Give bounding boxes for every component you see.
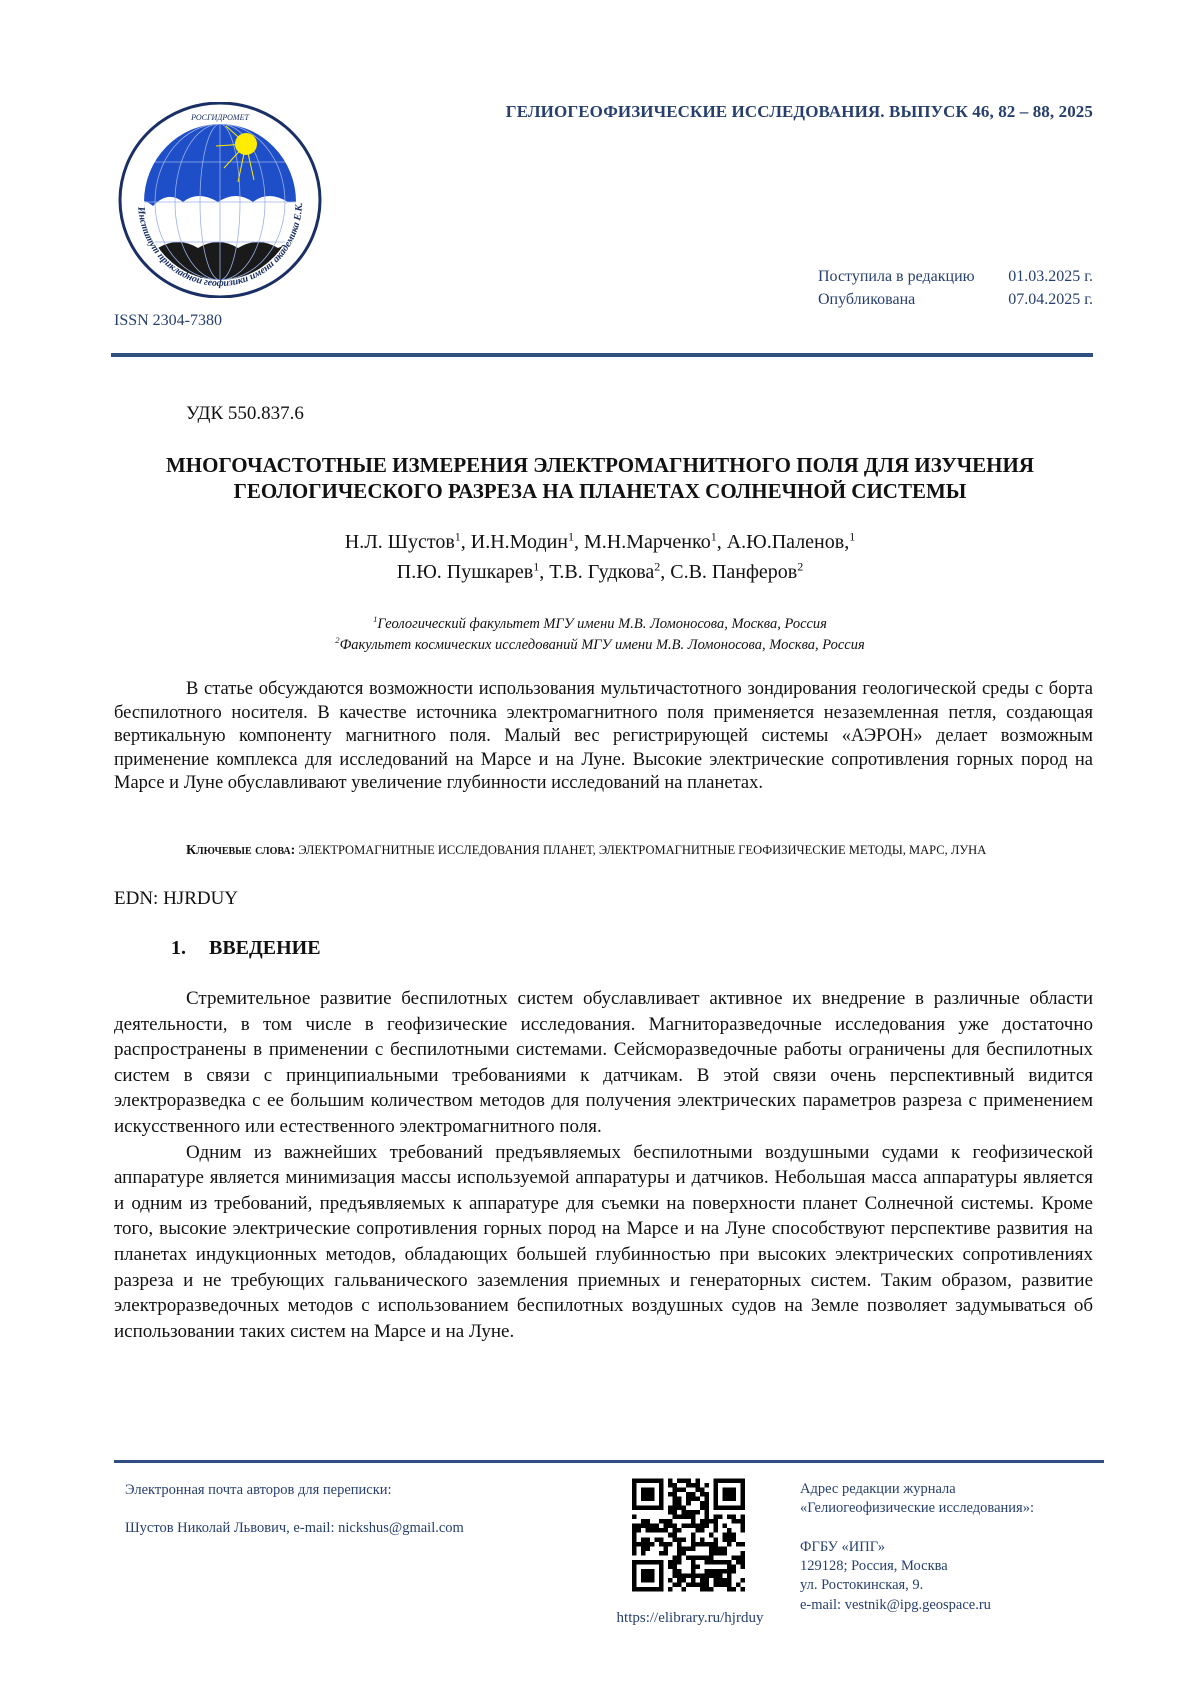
affiliations [0, 614, 1200, 656]
section-heading [171, 937, 321, 960]
affiliation-number: 1 [373, 614, 377, 624]
institute-logo [118, 102, 322, 298]
published-label: Опубликована [818, 288, 915, 311]
svg-text:РОСГИДРОМЕТ: РОСГИДРОМЕТ [190, 113, 249, 122]
keywords-label: Ключевые слова: [186, 843, 295, 858]
author-name: М.Н.Марченко [584, 531, 711, 553]
affiliation-text: Факультет космических исследований МГУ имени М.В. Ломоносова, Москва, Россия [340, 637, 865, 653]
address-line: 129128; Россия, Москва [800, 1557, 1034, 1576]
body-text [114, 986, 1093, 1344]
udk: УДК 550.837.6 [186, 403, 304, 425]
section-title: ВВЕДЕНИЕ [209, 937, 321, 959]
received-date: 01.03.2025 г. [1008, 265, 1093, 288]
author-name: Н.Л. Шустов [345, 531, 455, 553]
header-divider [111, 353, 1093, 357]
author-line: Н.Л. Шустов1, И.Н.Модин1, М.Н.Марченко1, А.Ю.Паленов,1 [0, 527, 1200, 557]
title-line: МНОГОЧАСТОТНЫЕ ИЗМЕРЕНИЯ ЭЛЕКТРОМАГНИТНОГО ПОЛЯ ДЛЯ ИЗУЧЕНИЯ [0, 452, 1200, 478]
address-line: ФГБУ «ИПГ» [800, 1538, 1034, 1557]
address-line [800, 1519, 1034, 1538]
author-name: С.В. Панферов [670, 561, 797, 583]
affiliation [0, 614, 1200, 635]
keywords [186, 843, 986, 859]
author-list [0, 527, 1200, 587]
affiliation-mark: 2 [797, 559, 803, 573]
author-line: П.Ю. Пушкарев1, Т.В. Гудкова2, С.В. Панферов2 [0, 557, 1200, 587]
editorial-address [800, 1480, 1034, 1615]
author-name: П.Ю. Пушкарев [397, 561, 533, 583]
address-line: «Гелиогеофизические исследования»: [800, 1499, 1034, 1518]
address-line: ул. Ростокинская, 9. [800, 1576, 1034, 1595]
qr-code[interactable] [632, 1478, 745, 1592]
keywords-text: ЭЛЕКТРОМАГНИТНЫЕ ИССЛЕДОВАНИЯ ПЛАНЕТ, ЭЛЕКТРОМАГНИТНЫЕ ГЕОФИЗИЧЕСКИЕ МЕТОДЫ, МАРС, ЛУНА [298, 843, 986, 857]
author-name: Т.В. Гудкова [549, 561, 654, 583]
issn: ISSN 2304-7380 [114, 312, 222, 330]
received-label: Поступила в редакцию [818, 265, 975, 288]
affiliation-mark: 1 [711, 529, 717, 543]
affiliation-number: 2 [335, 635, 339, 645]
article-title [0, 452, 1200, 504]
address-line: e-mail: vestnik@ipg.geospace.ru [800, 1596, 1034, 1615]
affiliation-mark: 1 [568, 529, 574, 543]
contact-info [125, 1480, 464, 1538]
author-name: А.Ю.Паленов, [727, 531, 850, 553]
affiliation-mark: 1 [533, 559, 539, 573]
contact-label: Электронная почта авторов для переписки: [125, 1480, 464, 1500]
journal-header: ГЕЛИОГЕОФИЗИЧЕСКИЕ ИССЛЕДОВАНИЯ. ВЫПУСК 46, 82 – 88, 2025 [506, 102, 1093, 122]
svg-text:Институт прикладной геофизики: Институт прикладной геофизики имени академика Е.К. [118, 102, 305, 289]
author-name: И.Н.Модин [471, 531, 568, 553]
qr-url-link[interactable]: https://elibrary.ru/hjrduy [610, 1610, 770, 1627]
published-date: 07.04.2025 г. [1008, 288, 1093, 311]
affiliation-text: Геологический факультет МГУ имени М.В. Ломоносова, Москва, Россия [377, 616, 827, 632]
footer-divider [114, 1460, 1104, 1463]
title-line: ГЕОЛОГИЧЕСКОГО РАЗРЕЗА НА ПЛАНЕТАХ СОЛНЕЧНОЙ СИСТЕМЫ [0, 478, 1200, 504]
paragraph: Стремительное развитие беспилотных систем обуславливает активное их внедрение в различные области деятельности, в том числе в геофизические исследования. Магниторазведочные исследования уже достаточно распространены в применении с беспилотными системами. Сейсморазведочные работы ограничены для беспилотных систем в связи с принципиальными требованиями к датчикам. В этой связи очень перспективный видится электроразведка с ее большим количеством методов для получения электрических параметров разреза с применением искусственного или естественного электромагнитного поля. [114, 986, 1093, 1140]
edn: EDN: HJRDUY [114, 888, 238, 910]
publication-dates [818, 265, 1093, 311]
paragraph: Одним из важнейших требований предъявляемых беспилотными воздушными судами к геофизической аппаратуре является минимизация массы используемой аппаратуры и датчиков. Небольшая масса аппаратуры является и одним из требований, предъявляемых к аппаратуре для съемки на поверхности планет Солнечной системы. Кроме того, высокие электрические сопротивления горных пород на Марсе и на Луне способствуют перспективе развития на планетах индукционных методов, обладающих большей глубинностью при высоких электрических сопротивлениях разреза и не требующих гальванического заземления приемных и генераторных систем. Таким образом, развитие электроразведочных методов с использованием беспилотных воздушных судов на Земле позволяет задумываться об использовании таких систем на Марсе и на Луне. [114, 1140, 1093, 1345]
section-number: 1. [171, 937, 209, 960]
affiliation-mark: 1 [849, 529, 855, 543]
contact-email[interactable]: Шустов Николай Львович, e-mail: nickshus@gmail.com [125, 1518, 464, 1538]
affiliation [0, 635, 1200, 656]
affiliation-mark: 1 [455, 529, 461, 543]
abstract: В статье обсуждаются возможности использования мультичастотного зондирования геологической среды с борта беспилотного носителя. В качестве источника электромагнитного поля применяется незаземленная петля, создающая вертикальную компоненту магнитного поля. Малый вес регистрирующей системы «АЭРОН» делает возможным применение комплекса для исследований на Марсе и на Луне. Высокие электрические сопротивления горных пород на Марсе и Луне обуславливают увеличение глубинности исследований на планетах. [114, 678, 1093, 796]
address-line: Адрес редакции журнала [800, 1480, 1034, 1499]
affiliation-mark: 2 [654, 559, 660, 573]
